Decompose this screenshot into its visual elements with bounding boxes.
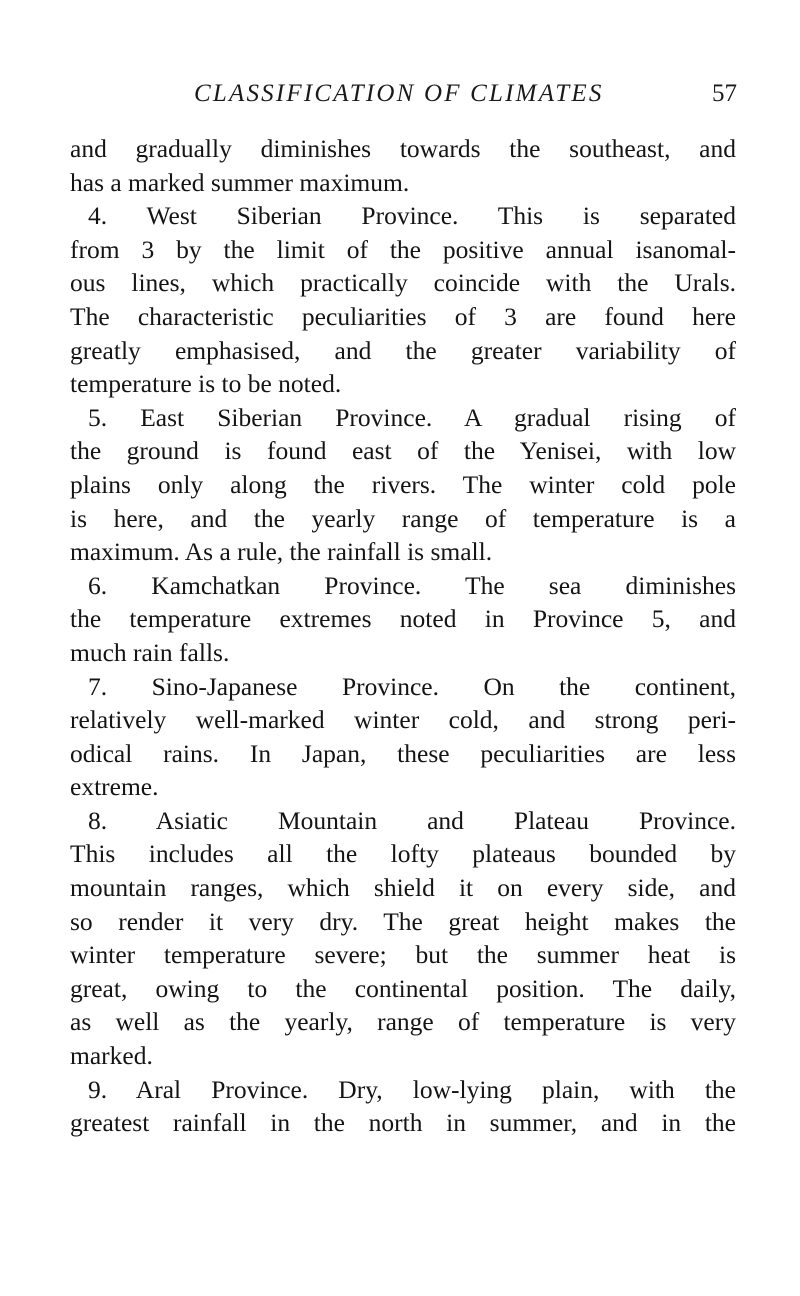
text-line: temperature is to be noted. bbox=[70, 369, 342, 399]
text-line: 5. East Siberian Province. A gradual rising of bbox=[88, 402, 736, 432]
text-line: much rain falls. bbox=[70, 637, 230, 667]
text-line: so render it very dry. The great height makes the bbox=[70, 906, 736, 936]
page-number: 57 bbox=[712, 80, 737, 107]
text-line: mountain ranges, which shield it on every side, and bbox=[70, 873, 736, 903]
text-line: from 3 by the limit of the positive annual isanomal- bbox=[70, 234, 736, 264]
text-line: has a marked summer maximum. bbox=[70, 167, 410, 197]
text-line: 8. Asiatic Mountain and Plateau Province. bbox=[88, 805, 736, 835]
text-line: extreme. bbox=[70, 772, 159, 802]
text-line: the ground is found east of the Yenisei, with low bbox=[70, 436, 736, 466]
text-line: This includes all the lofty plateaus bounded by bbox=[70, 839, 736, 869]
text-line: ous lines, which practically coincide with the Urals. bbox=[70, 268, 736, 298]
text-line: winter temperature severe; but the summer heat is bbox=[70, 940, 736, 970]
text-line: 9. Aral Province. Dry, low-lying plain, with the bbox=[88, 1074, 736, 1104]
text-line: 6. Kamchatkan Province. The sea diminishes bbox=[88, 570, 736, 600]
text-line: The characteristic peculiarities of 3 are found here bbox=[70, 301, 736, 331]
text-line: maximum. As a rule, the rainfall is small. bbox=[70, 537, 493, 567]
text-line: odical rains. In Japan, these peculiarities are less bbox=[70, 738, 736, 768]
text-line: the temperature extremes noted in Province 5, and bbox=[70, 604, 736, 634]
text-line: plains only along the rivers. The winter cold pole bbox=[70, 469, 736, 499]
body-text bbox=[70, 132, 736, 1140]
text-line: relatively well-marked winter cold, and strong peri- bbox=[70, 705, 736, 735]
page-header bbox=[72, 74, 737, 114]
text-line: 4. West Siberian Province. This is separated bbox=[88, 201, 736, 231]
text-line: great, owing to the continental position. The daily, bbox=[70, 973, 736, 1003]
text-line: greatest rainfall in the north in summer, and in the bbox=[70, 1108, 736, 1138]
text-line: 7. Sino-Japanese Province. On the continent, bbox=[88, 671, 736, 701]
text-line: marked. bbox=[70, 1041, 153, 1071]
text-line: and gradually diminishes towards the southeast, and bbox=[70, 134, 736, 163]
text-line: greatly emphasised, and the greater variability of bbox=[70, 335, 736, 365]
text-line: is here, and the yearly range of temperature is a bbox=[70, 503, 736, 533]
running-head: CLASSIFICATION OF CLIMATES bbox=[194, 80, 604, 107]
text-line: as well as the yearly, range of temperature is very bbox=[70, 1007, 736, 1037]
